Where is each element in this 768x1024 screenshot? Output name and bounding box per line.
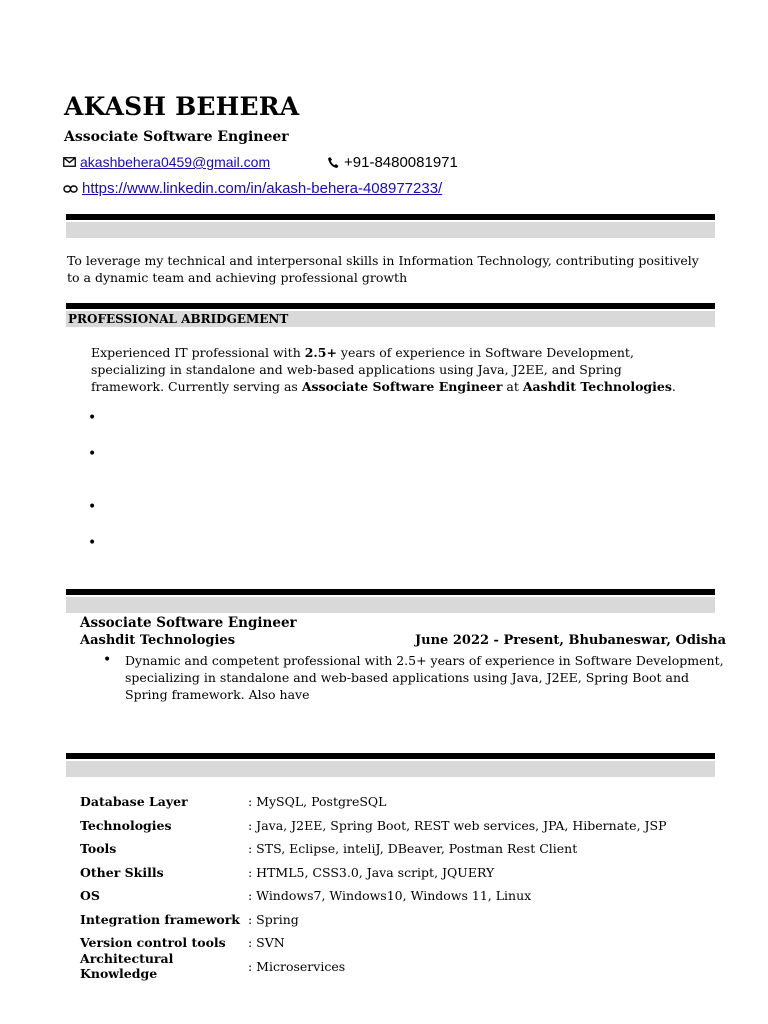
skills-row-technologies [80,814,667,838]
phone-number: +91-8480081971 [344,154,458,171]
skill-value: : HTML5, CSS3.0, Java script, JQUERY [248,864,495,880]
skill-value: : Java, J2EE, Spring Boot, REST web services, JPA, Hibernate, JSP [248,817,667,833]
skills-row-other [80,861,667,885]
experience-header-band [66,597,715,613]
skills-row-database [80,790,667,814]
section-divider [66,214,715,220]
skill-label: Architectural Knowledge [80,951,174,982]
phone-row [326,154,458,171]
objective-header-band [66,222,715,238]
bullet-point: • [88,410,97,426]
summary-years: 2.5+ [304,345,337,360]
skill-value: : Microservices [248,958,346,974]
summary-text-4: . [671,379,676,394]
skill-value: : MySQL, PostgreSQL [248,794,387,810]
skill-value: : Windows7, Windows10, Windows 11, Linux [248,888,532,904]
skill-value: : STS, Eclipse, inteliJ, DBeaver, Postman Rest Client [248,841,578,857]
skill-label: OS [80,888,100,904]
summary-company: Aashdit Technologies [522,379,672,394]
skill-value: : Spring [248,911,299,927]
email-row [62,154,270,170]
summary-paragraph [91,344,691,395]
skill-value: : SVN [248,935,285,951]
email-link[interactable]: akashbehera0459@gmail.com [80,154,271,170]
linkedin-link[interactable]: https://www.linkedin.com/in/akash-behera-408977233/ [82,180,443,197]
skills-row-os [80,884,667,908]
bullet-point: • [88,446,97,462]
candidate-title: Associate Software Engineer [64,129,289,145]
skills-header-band [66,761,715,777]
job-dates-location: June 2022 - Present, Bhubaneswar, Odisha [415,633,727,648]
section-divider [66,753,715,759]
envelope-icon [62,155,76,169]
skills-row-architecture [80,951,667,982]
skill-label: Version control tools [80,935,226,951]
skills-row-integration [80,908,667,932]
job-description: Dynamic and competent professional with 2.5+ years of experience in Software Development, specializing in standalone and web-based applications using Java, J2EE, Spring Boot and Spring framework. Also have [125,653,724,702]
skills-table [80,790,667,982]
summary-text-2: years of experience in Software Development, specializing in standalone and web-based applications using Java, J2EE, and Spring framework. Currently serving as [91,345,634,394]
skill-label: Integration framework [80,911,240,927]
summary-role: Associate Software Engineer [301,379,503,394]
bullet-point: • [88,499,97,515]
section-divider [66,303,715,309]
candidate-name: AKASH BEHERA [64,92,300,121]
skill-label: Technologies [80,817,172,833]
summary-heading: PROFESSIONAL ABRIDGEMENT [68,312,289,326]
skill-label: Database Layer [80,794,188,810]
job-title: Associate Software Engineer [80,615,297,631]
bullet-point: • [88,535,97,551]
skills-row-tools [80,837,667,861]
job-company: Aashdit Technologies [80,633,236,648]
bullet-point: • [103,652,112,668]
phone-icon [326,156,340,170]
summary-text-3: at [502,379,523,394]
summary-text-1: Experienced IT professional with [91,345,305,360]
linkedin-row [62,180,442,197]
link-icon [62,182,78,196]
skill-label: Tools [80,841,117,857]
section-divider [66,589,715,595]
skill-label: Other Skills [80,864,164,880]
objective-text: To leverage my technical and interpersonal skills in Information Technology, contributing positively to a dynamic team and achieving professional growth [67,253,699,285]
